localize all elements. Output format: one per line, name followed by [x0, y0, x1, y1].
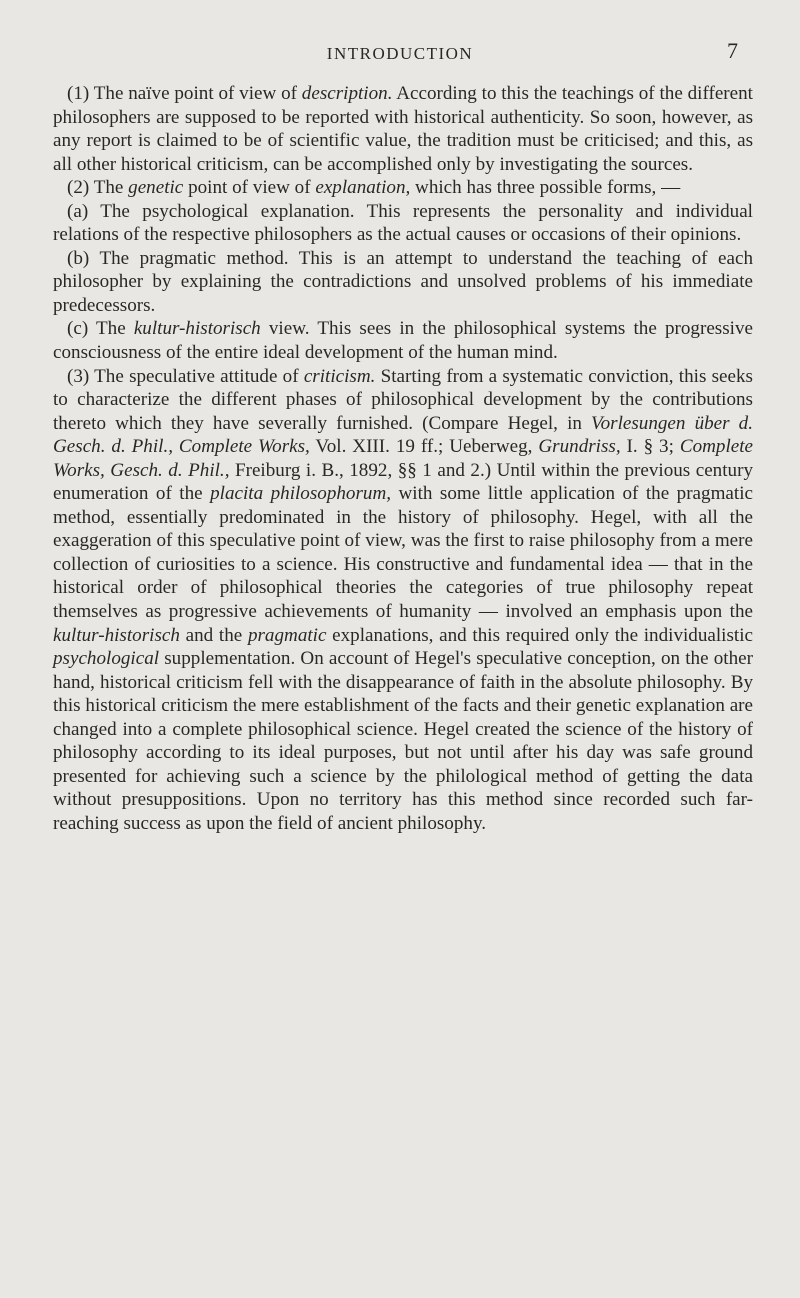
running-head	[160, 36, 738, 70]
running-title: INTRODUCTION	[326, 44, 474, 63]
paragraph-psychological-explanation	[53, 200, 753, 247]
italic-term: description.	[301, 83, 393, 104]
paragraph-text: and the	[179, 624, 248, 646]
paragraph-text: (c) The	[67, 318, 134, 340]
italic-citation: Grundriss,	[538, 436, 621, 458]
italic-term: criticism.	[303, 365, 376, 387]
paragraph-text: which has three possible forms, —	[410, 177, 681, 199]
page-number: 7	[727, 38, 738, 63]
italic-citation: Vorlesungen über d. Gesch. d. Phil., Complete Works,	[53, 412, 754, 458]
paragraph-text: (3) The speculative attitude of	[67, 365, 304, 387]
paragraph-naive-point-of-view	[53, 82, 753, 176]
paragraph-pragmatic-method	[53, 247, 753, 318]
italic-term: explanation,	[315, 177, 411, 199]
paragraph-text: Starting from a systematic conviction, this seeks to characterize the different phases of philosophical development by the contributions thereto which they have severally furnished. (Compare Hegel, in	[53, 365, 753, 434]
paragraph-kultur-historisch-view	[53, 317, 753, 364]
body-text	[53, 82, 753, 836]
italic-term: kultur-historisch	[53, 624, 180, 646]
paragraph-text: Vol. XIII. 19 ff.; Ueberweg,	[309, 436, 539, 458]
paragraph-text: view. This sees in the philosophical systems the progressive consciousness of the entire ideal development of the human mind.	[53, 318, 753, 364]
paragraph-text: supplementation. On account of Hegel's speculative conception, on the other hand, historical criticism fell with the disappearance of faith in the absolute philosophy. By this historical criticism the mere establishment of the facts and their genetic explanation are changed into a complete philosophical science. Hegel created the science of the history of philosophy according to its ideal purposes, but not until after his day was safe ground presented for achieving such a science by the philological method of getting the data without presuppositions. Upon no territory has this method since recorded such far-reaching success as upon the field of ancient philosophy.	[53, 648, 753, 834]
paragraph-speculative-criticism	[53, 365, 753, 836]
paragraph-text: According to this the teachings of the different philosophers are supposed to be reported with historical authenticity. So soon, however, as any report is claimed to be of scientific value, the tradition must be criticised; and this, as all other historical criticism, can be accomplished only by investigating the sources.	[53, 83, 753, 175]
paragraph-text: (b) The pragmatic method. This is an attempt to understand the teaching of each philosopher by explaining the contradictions and unsolved problems of his immediate predecessors.	[53, 247, 753, 316]
paragraph-text: I. § 3;	[620, 436, 680, 458]
paragraph-text: Freiburg i. B., 1892, §§ 1 and 2.) Until within the previous century enumeration of the	[53, 459, 753, 505]
italic-term: pragmatic	[247, 624, 327, 646]
paragraph-text: (1) The naïve point of view of	[67, 83, 302, 104]
italic-term: genetic	[128, 177, 184, 199]
paragraph-text: with some little application of the pragmatic method, essentially predominated in the history of philosophy. Hegel, with all the exaggeration of this speculative point of view, was the first to raise philosophy from a mere collection of curiosities to a science. His constructive and fundamental idea — that in the historical order of philosophical theories the categories of true philosophy repeat themselves as progressive achievements of humanity — involved an emphasis upon the	[53, 483, 753, 623]
paragraph-text: point of view of	[183, 177, 316, 199]
paragraph-genetic-point-of-view	[53, 176, 753, 200]
italic-term: psychological	[53, 648, 160, 670]
italic-term: placita philosophorum,	[210, 483, 392, 505]
paragraph-text: (a) The psychological explanation. This represents the personality and individual relations of the respective philosophers as the actual causes or occasions of their opinions.	[53, 200, 753, 246]
italic-term: kultur-historisch	[133, 318, 261, 340]
paragraph-text: (2) The	[67, 177, 129, 199]
paragraph-text: explanations, and this required only the individualistic	[326, 624, 754, 646]
italic-citation: Complete Works, Gesch. d. Phil.,	[53, 436, 754, 481]
